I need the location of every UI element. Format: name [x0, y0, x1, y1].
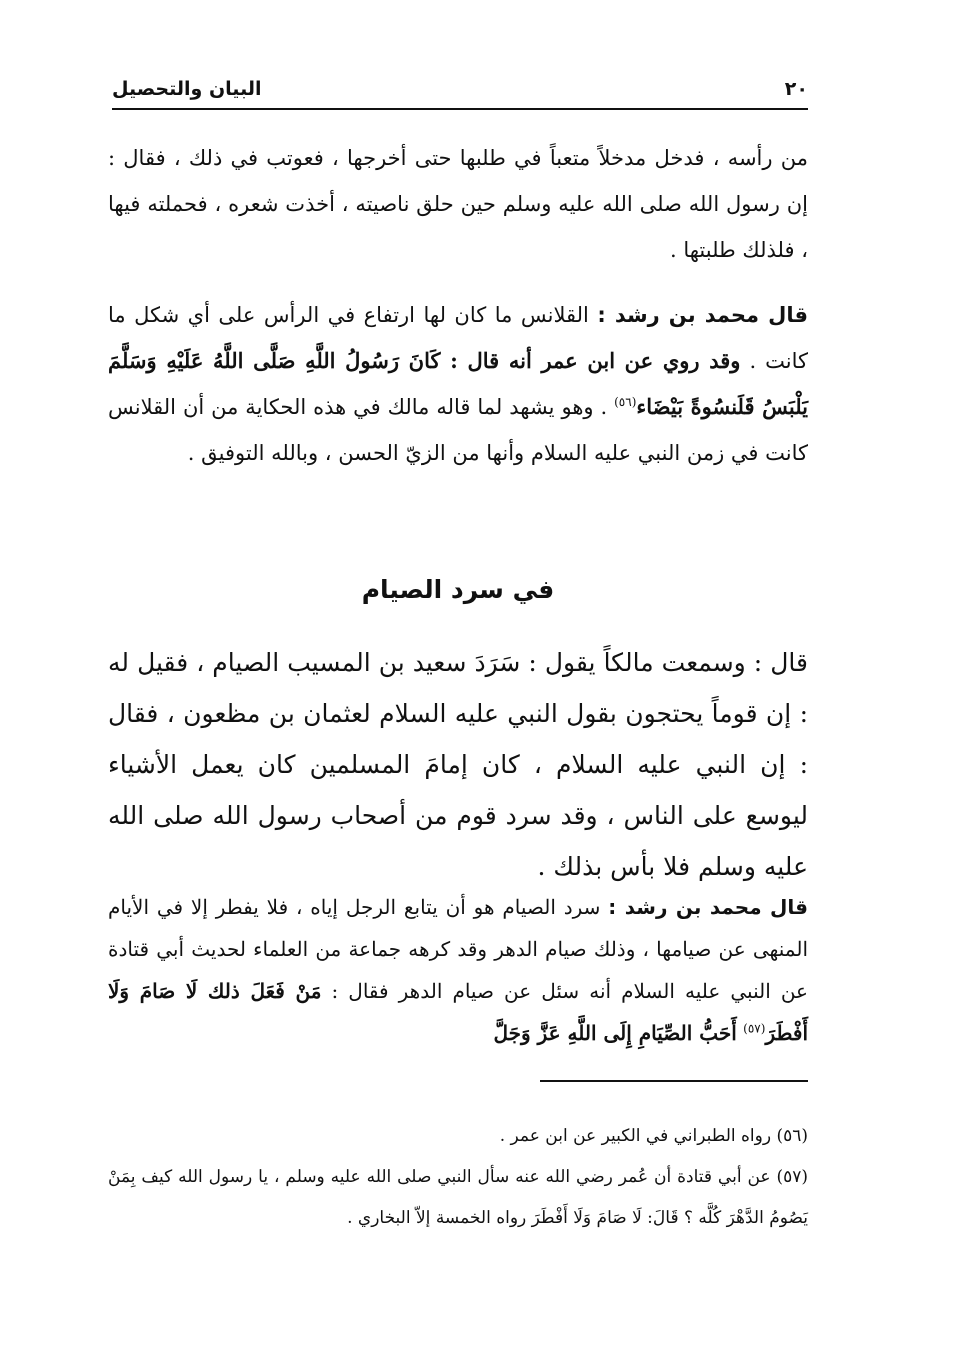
section-heading: في سرد الصيام: [361, 575, 555, 604]
paragraph-4: [108, 886, 808, 1054]
paragraph-2-text-cont: . وهو يشهد لما قاله مالك في هذه الحكاية من أن القلانس كانت في زمن النبي عليه السلام وأنها من الزيّ الحسن ، وبالله التوفيق .: [108, 395, 808, 465]
footnote-marker-57: (٥٧): [743, 1021, 766, 1036]
page-header: [112, 78, 808, 110]
paragraph-2: [108, 292, 808, 476]
hadith-quote: وقد روي عن ابن عمر أنه قال : كَانَ رَسُولُ اللَّهِ صَلَّى اللَّهُ عَلَيْهِ وَسَلَّمَ يَلْبَسُ قَلَنسُوةً بَيْضَاء: [108, 348, 809, 419]
footnote-57: (٥٧) عن أبي قتادة أن عُمر رضي الله عنه سأل النبي صلى الله عليه وسلم ، يا رسول الله كيف بِمَنْ يَصُومُ الدَّهْرَ كُلَّه ؟ قَالَ: لَا صَامَ وَلَا أَفْطَرَ رواه الخمسة إلاّ البخاري .: [108, 1167, 808, 1228]
running-title: البيان والتحصيل: [112, 78, 262, 100]
footnote-56: (٥٦) رواه الطبراني في الكبير عن ابن عمر .: [499, 1126, 808, 1146]
commentary-lead: قال محمد بن رشد :: [597, 303, 809, 327]
commentary-lead-2: قال محمد بن رشد :: [608, 895, 809, 919]
footnote-marker-56: (٥٦): [614, 395, 637, 409]
paragraph-4-text: سرد الصيام هو أن يتابع الرجل إياه ، فلا يفطر إلا في الأيام المنهى عن صيامها ، وذلك صيام الدهر وقد كرهه جماعة من العلماء لحديث أبي قتادة عن النبي عليه السلام أنه سئل عن صيام الدهر فقال :: [108, 895, 808, 1003]
footnotes: [108, 1116, 808, 1239]
hadith-quote-3: أَحَبُّ الصِّيَامِ إِلَى اللَّهِ عَزَّ وَجَلَّ: [493, 1021, 737, 1045]
paragraph-1: من رأسه ، فدخل مدخلاً متعباً في طلبها حتى أخرجها ، فعوتب في ذلك ، فقال : إن رسول الله صلى الله عليه وسلم حين حلق ناصيته ، أخذت شعره ، فحملته فيها ، فلذلك طلبتها .: [108, 146, 808, 262]
paragraph-2-text: القلانس ما كان لها ارتفاع في الرأس على أي شكل ما كانت .: [108, 303, 808, 373]
paragraph-3: قال : وسمعت مالكاً يقول : سَرَدَ سعيد بن المسيب الصيام ، فقيل له : إن قوماً يحتجون بقول النبي عليه السلام لعثمان بن مظعون ، فقال : إن النبي عليه السلام ، كان إمامَ المسلمين كان يعمل الأشياء ليوسع على الناس ، وقد سرد قوم من أصحاب رسول الله صلى الله عليه وسلم فلا بأس بذلك .: [108, 648, 808, 881]
hadith-quote-2: مَنْ فَعَلَ ذلك لَا صَامَ وَلَا أَفْطَرَ: [108, 979, 808, 1045]
page-number: ٢٠: [784, 78, 808, 100]
footnote-separator: [540, 1080, 808, 1082]
